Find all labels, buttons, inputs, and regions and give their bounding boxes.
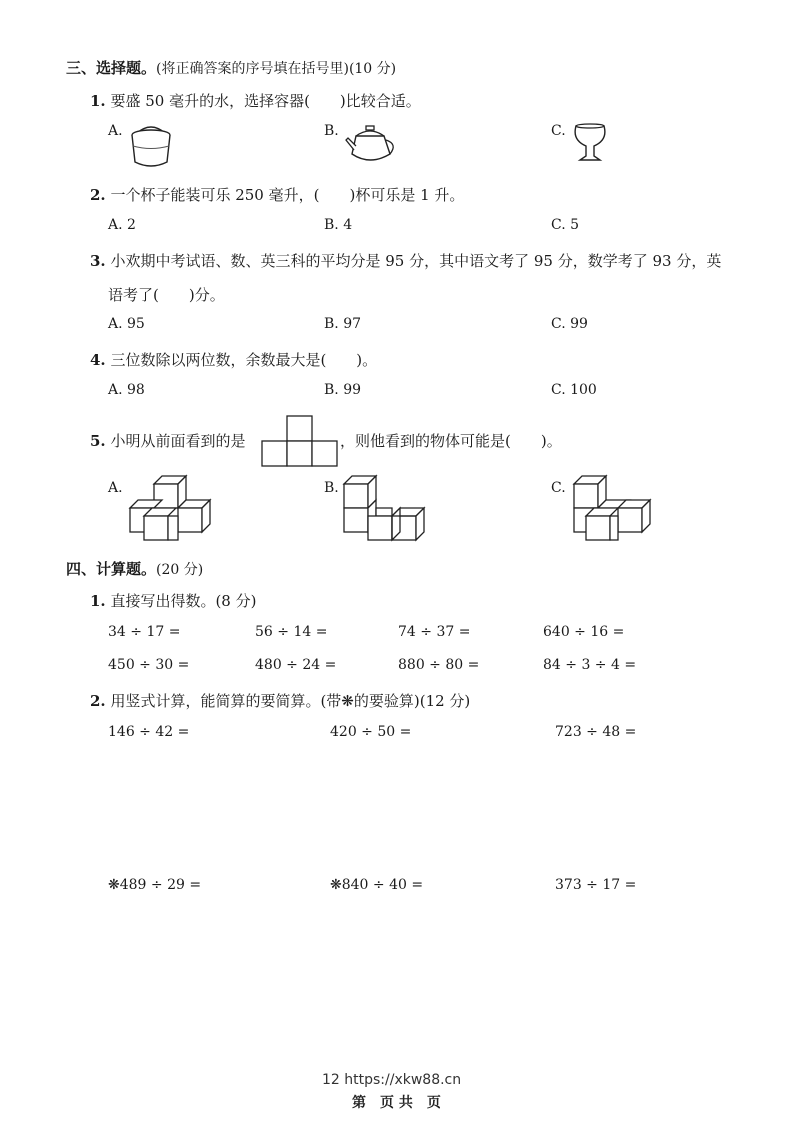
question-3-text-line2: 语考了( )分。: [108, 286, 225, 304]
question-3-text: 小欢期中考试语、数、英三科的平均分是 95 分，其中语文考了 95 分，数学考了 93 分，英: [110, 252, 722, 270]
question-5-number: 5.: [90, 432, 106, 450]
q2-option-a: A. 2: [108, 217, 136, 233]
question-1: [90, 90, 421, 111]
front-view-figure: [262, 414, 338, 468]
calc-item: ❋840 ÷ 40 =: [330, 877, 424, 893]
calc-item: ❋489 ÷ 29 =: [108, 877, 202, 893]
calc-item: 74 ÷ 37 =: [398, 624, 471, 640]
q5-option-a: A.: [108, 480, 123, 496]
question-4-text: 三位数除以两位数，余数最大是( )。: [110, 351, 378, 369]
q4-option-c: C. 100: [551, 382, 597, 398]
page-number: 第 页 共 页: [352, 1095, 441, 1111]
problem-2: [90, 690, 470, 711]
bucket-icon: [128, 124, 174, 170]
q4-option-a: A. 98: [108, 382, 145, 398]
section-3-heading: [66, 57, 396, 78]
cube-figure-b: [342, 480, 434, 542]
q4-option-b: B. 99: [324, 382, 362, 398]
question-3: [90, 250, 721, 271]
section-4-heading: [66, 558, 203, 579]
question-4-number: 4.: [90, 351, 106, 369]
calc-item: 84 ÷ 3 ÷ 4 =: [543, 657, 637, 673]
section-4-title: 四、计算题。: [66, 560, 157, 578]
question-5-text-a: 小明从前面看到的是: [110, 432, 246, 450]
section-3-note: (将正确答案的序号填在括号里)(10 分): [156, 61, 397, 77]
calc-item: 450 ÷ 30 =: [108, 657, 190, 673]
question-1-text: 要盛 50 毫升的水，选择容器( )比较合适。: [110, 92, 421, 110]
calc-item: 56 ÷ 14 =: [255, 624, 328, 640]
calc-item: 146 ÷ 42 =: [108, 724, 190, 740]
question-5: [90, 430, 245, 451]
q3-option-b: B. 97: [324, 316, 362, 332]
section-3-title: 三、选择题。: [66, 59, 157, 77]
section-4-note: (20 分): [156, 562, 204, 578]
question-4: [90, 349, 377, 370]
calc-item: 34 ÷ 17 =: [108, 624, 181, 640]
watermark: 12 https://xkw88.cn: [322, 1072, 462, 1088]
wine-glass-icon: [570, 122, 610, 164]
question-3-number: 3.: [90, 252, 106, 270]
calc-item: 480 ÷ 24 =: [255, 657, 337, 673]
q5-option-b: B.: [324, 480, 339, 496]
problem-2-text: 用竖式计算，能简算的要简算。(带❋的要验算)(12 分): [110, 692, 471, 710]
question-1-number: 1.: [90, 92, 106, 110]
question-5-text-b: ，则他看到的物体可能是( )。: [340, 432, 562, 450]
calc-item: 723 ÷ 48 =: [555, 724, 637, 740]
problem-2-number: 2.: [90, 692, 106, 710]
cube-figure-c: [570, 480, 662, 542]
question-2: [90, 184, 464, 205]
q5-option-c: C.: [551, 480, 566, 496]
q3-option-c: C. 99: [551, 316, 588, 332]
q2-option-b: B. 4: [324, 217, 353, 233]
question-2-text: 一个杯子能装可乐 250 毫升，( )杯可乐是 1 升。: [110, 186, 465, 204]
cube-figure-a: [126, 480, 218, 542]
question-2-number: 2.: [90, 186, 106, 204]
problem-1: [90, 590, 256, 611]
q1-option-b: B.: [324, 123, 339, 139]
calc-item: 640 ÷ 16 =: [543, 624, 625, 640]
problem-1-text: 直接写出得数。(8 分): [110, 592, 257, 610]
calc-item: 880 ÷ 80 =: [398, 657, 480, 673]
calc-item: 420 ÷ 50 =: [330, 724, 412, 740]
q1-option-a: A.: [108, 123, 123, 139]
q2-option-c: C. 5: [551, 217, 580, 233]
calc-item: 373 ÷ 17 =: [555, 877, 637, 893]
problem-1-number: 1.: [90, 592, 106, 610]
q3-option-a: A. 95: [108, 316, 145, 332]
teapot-icon: [344, 124, 402, 166]
q1-option-c: C.: [551, 123, 566, 139]
